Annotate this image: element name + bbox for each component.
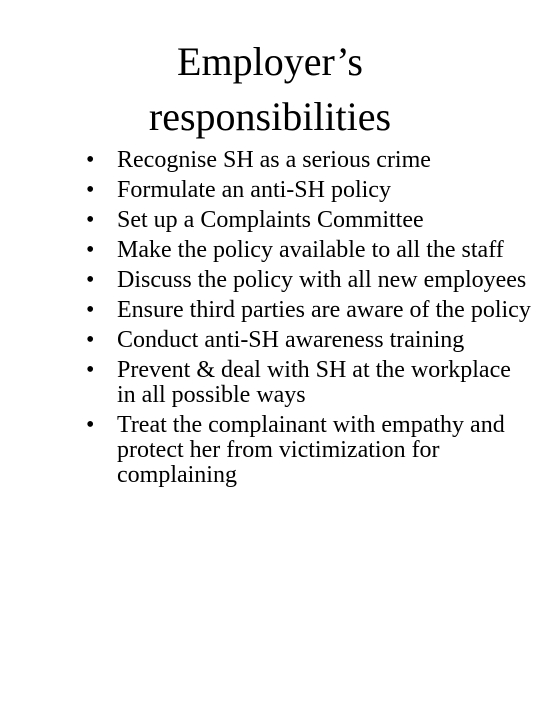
list-item-text: Conduct anti-SH awareness training (117, 327, 465, 353)
bullet-icon: • (86, 297, 95, 323)
list-item (86, 413, 531, 488)
list-item (86, 148, 531, 173)
list-item (86, 358, 531, 408)
list-item-text: Prevent & deal with SH at the workplace in all possible ways (117, 357, 511, 408)
list-item (86, 268, 531, 293)
bullet-icon: • (86, 147, 95, 173)
list-item-text: Treat the complainant with empathy and protect her from victimization for complaining (117, 412, 505, 488)
list-item-text: Discuss the policy with all new employees (117, 267, 527, 293)
list-item-text: Set up a Complaints Committee (117, 207, 424, 233)
bullet-icon: • (86, 327, 95, 353)
slide-title (0, 34, 540, 144)
bullet-icon: • (86, 207, 95, 233)
bullet-icon: • (86, 237, 95, 263)
list-item-text: Recognise SH as a serious crime (117, 147, 431, 173)
list-item (86, 238, 531, 263)
list-item-text: Ensure third parties are aware of the policy (117, 297, 531, 323)
list-item (86, 178, 531, 203)
slide-title-line-2: responsibilities (148, 94, 392, 139)
list-item (86, 208, 531, 233)
list-item-text: Formulate an anti-SH policy (117, 177, 391, 203)
bullet-icon: • (86, 177, 95, 203)
list-item-text: Make the policy available to all the staff (117, 237, 504, 263)
bullet-list (86, 148, 531, 493)
list-item (86, 328, 531, 353)
bullet-icon: • (86, 412, 95, 438)
bullet-icon: • (86, 267, 95, 293)
bullet-icon: • (86, 357, 95, 383)
slide-title-line-1: Employer’s (177, 39, 363, 84)
list-item (86, 298, 531, 323)
